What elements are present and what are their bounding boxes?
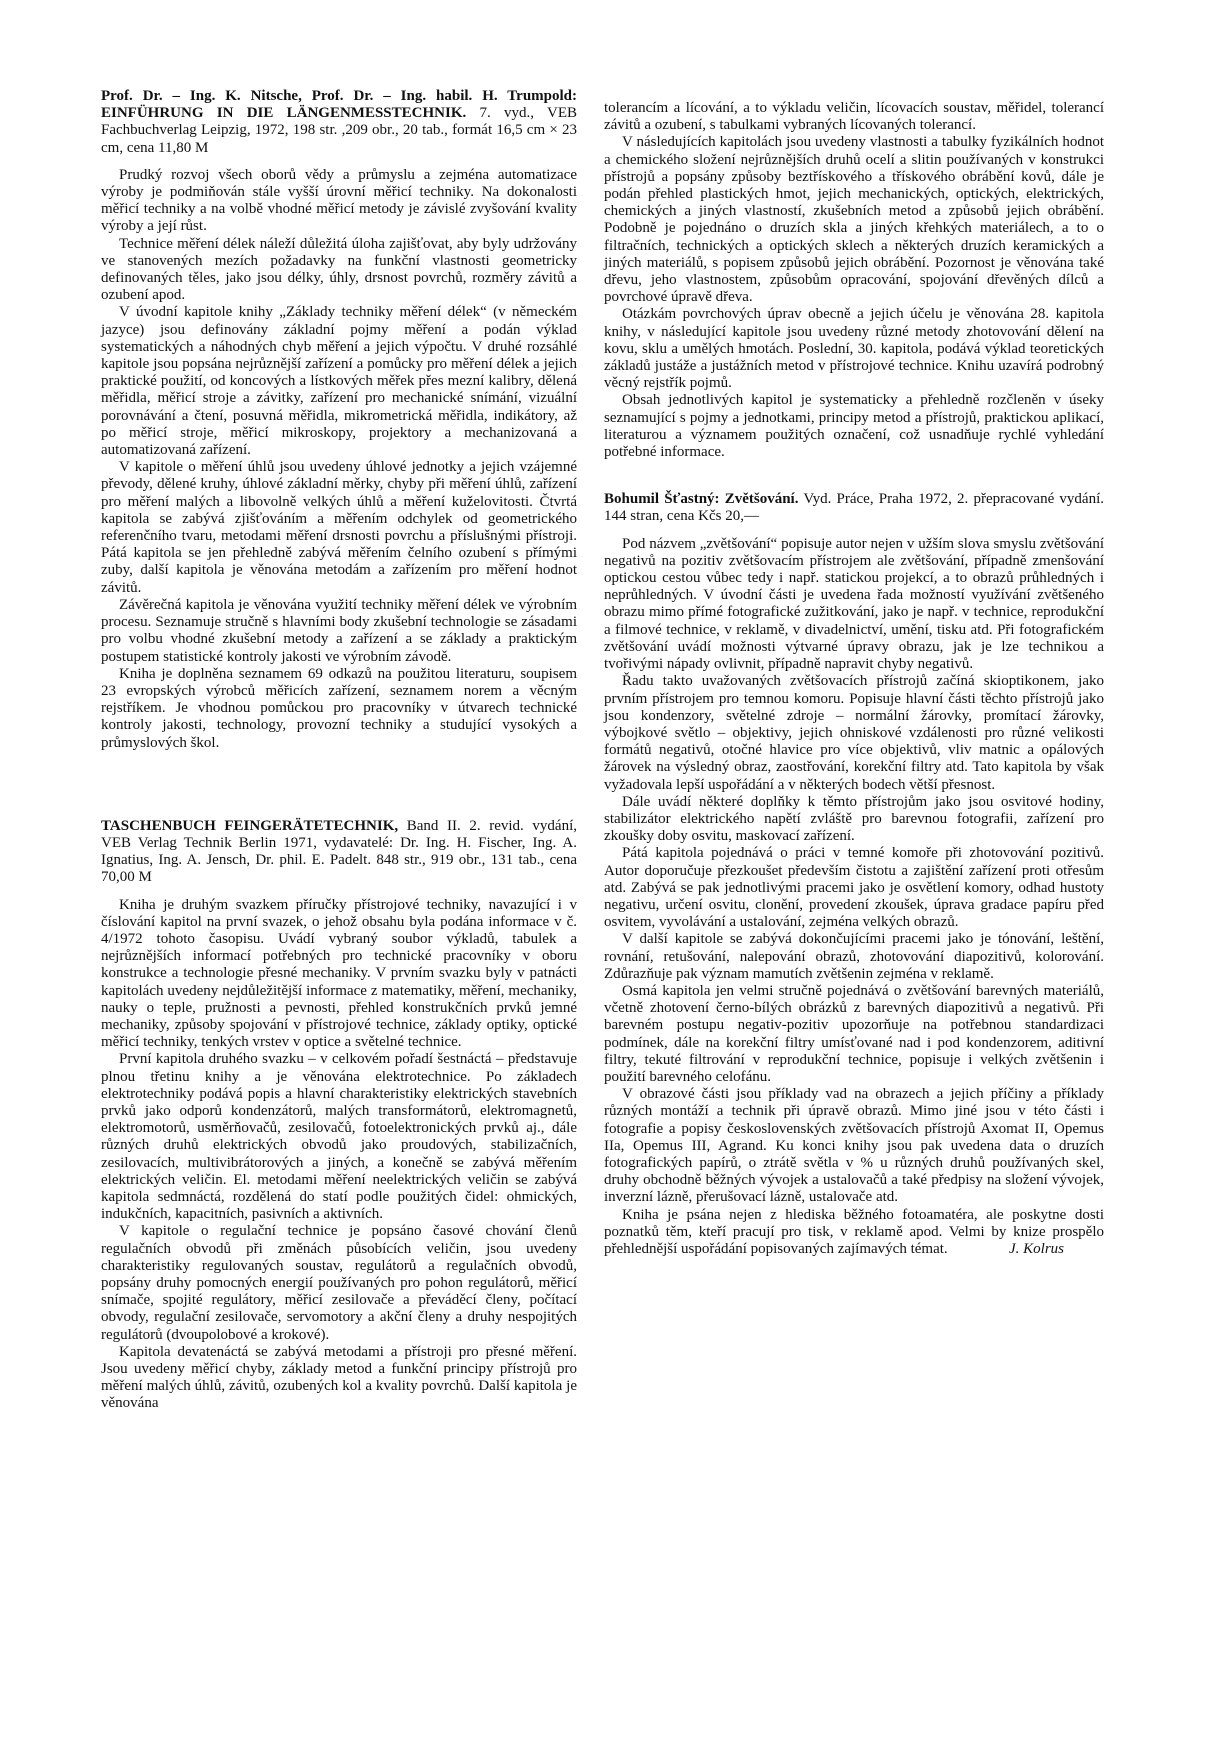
review-paragraph: Prudký rozvoj všech oborů vědy a průmyslu a zejména automatizace výroby je podmiňován stále vyšší úrovní měřicí techniky. Na dokonalosti měřicí techniky a na volbě vhodné měřicí metody je závislé zvyšování kvality výroby a její růst.: [101, 166, 577, 235]
review-paragraph: Pod názvem „zvětšování“ popisuje autor nejen v užším slova smyslu zvětšování negativů na pozitiv zvětšovacím přístrojem ale zvětšování, případně zmenšování optickou cestou vůbec tedy i např. statickou projekcí, a to obrazů průhledných i neprůhledných. V úvodní části je uvedena řada možností využívání zvětšeného obrazu mimo přímé fotografické zužitkování, jako je např. v technice, reprodukční a filmové technice, v reklamě, v divadelnictví, umění, tisku atd. Při fotografickém zvětšování uvádí možnosti výtvarné úpravy obrazu, jak je lze technikou a tvořivými nápady ovlivnit, případně napravit chyby negativů.: [604, 535, 1104, 673]
review-paragraph: V kapitole o měření úhlů jsou uvedeny úhlové jednotky a jejich vzájemné převody, dělené kruhy, úhlové základní měrky, chyby při měření úhlů, zařízení pro měření malých a libovolně velkých úhlů a měření kuželovitosti. Čtvrtá kapitola se zabývá zjišťováním a měřením odchylek od geometrického referenčního tvaru, metodami měření drsnosti povrchu a příslušnými přístroji. Pátá kapitola se jen přehledně zabývá měřením čelního ozubení s přímými zuby, další kapitola je věnována metodám a zařízením pro měření hodnot závitů.: [101, 459, 577, 596]
review-paragraph: Osmá kapitola jen velmi stručně pojednává o zvětšování barevných materiálů, včetně zhotovení černo-bílých obrázků z barevných diapozitivů a negativů. Při barevném postupu negativ-pozitiv upozorňuje na potřebnou standardizaci podmínek, dále na korekční filtry umísťované nad i pod kondenzorem, aditivní filtry, tekuté filtrování v reprodukční technice, popisuje i velkých zvětšenin i použití barevného celofánu.: [604, 982, 1104, 1085]
review-title: Prof. Dr. – Ing. K. Nitsche, Prof. Dr. – Ing. habil. H. Trumpold: EINFÜHRUNG IN DIE LÄNGENMESSTECHNIK.: [101, 88, 577, 122]
review-paragraph: První kapitola druhého svazku – v celkovém pořadí šestnáctá – představuje plnou třetinu knihy a je věnována elektrotechnice. Po základech elektrotechniky podává popis a hlavní charakteristiky elektrických stavebních prvků jako odporů kondenzátorů, malých transformátorů, elektromagnetů, elektromotorů, usměrňovačů, zesilovačů, fotoelektronických prvků aj., dále různých druhů elektrických obvodů jako proudových, stabilizačních, zesilovacích, multivibrátorových a jiných, a konečně se zabývá měřením elektrických veličin. El. metodami měření neelektrických veličin se zabývá kapitola sedmnáctá, rozdělená do statí podle použitých čidel: ohmických, indukčních, kapacitních, pasivních a aktivních.: [101, 1051, 577, 1223]
review-closing-text: Kniha je psána nejen z hlediska běžného fotoamatéra, ale poskytne dosti poznatků těm, kteří pracují pro tisk, v reklamě apod. Velmi by knize prospělo přehlednější uspořádání popisovaných zajímavých témat.: [604, 1206, 1104, 1257]
review-paragraph: Technice měření délek náleží důležitá úloha zajišťovat, aby byly udržovány ve stanovených mezích požadavky na funkční vlastnosti geometricky definovaných těles, jako jsou délky, úhly, drsnost povrchů, rozměry závitů a ozubení apod.: [101, 235, 577, 304]
review-taschenbuch-continued: [604, 100, 1104, 461]
review-publication-info: Band II. 2. revid. vydání, VEB Verlag Technik Berlin 1971, vydavatelé: Dr. Ing. H. Fischer, Ing. A. Ignatius, Ing. A. Jensch, Dr. phil. E. Padelt. 848 str., 919 obr., 131 tab., cena 70,00 M: [101, 817, 577, 886]
review-paragraph: Kniha je doplněna seznamem 69 odkazů na použitou literaturu, soupisem 23 evropských výrobců měřicích zařízení, seznamem norem a věcným rejstříkem. Je vhodnou pomůckou pro pracovníky v útvarech technické kontroly jakosti, technology, provozní techniky a studující vysokých a průmyslových škol.: [101, 665, 577, 751]
review-paragraph: V kapitole o regulační technice je popsáno časové chování členů regulačních obvodů při změnách působících veličin, jsou uvedeny charakteristiky regulovaných soustav, regulátorů a regulačních obvodů, popsány druhy pomocných energií používaných pro pohon regulátorů, měřicí snímače, spojité regulátory, měřicí zesilovače a převáděcí členy, počítací obvody, regulační zesilovače, servomotory a akční členy a druhy nespojitých regulátorů (dvoupolobové a krokové).: [101, 1223, 577, 1343]
review-paragraph: V následujících kapitolách jsou uvedeny vlastnosti a tabulky fyzikálních hodnot a chemického složení nejrůznějších druhů ocelí a slitin používaných v konstrukci přístrojů a popsány způsoby beztřískového a třískového obrábění kovů, dále je podán přehled plastických hmot, jejich mechanických, optických, elektrických, chemických a jiných vlastností, zkušebních metod a způsobů jejich obrábění. Podobně je pojednáno o druzích skla a jiných křehkých materiálech, a to o filtračních, technických a optických sklech a některých druzích keramických a jiných materiálů, s popisem způsobů jejich obrábění. Pozornost je věnována také dřevu, jeho vlastnostem, způsobům opracování, spojování dřevěných dílců a povrchové úpravě dřeva.: [604, 134, 1104, 306]
review-paragraph: Obsah jednotlivých kapitol je systematicky a přehledně rozčleněn v úseky seznamující s pojmy a jednotkami, principy metod a přístrojů, praktickou aplikací, literaturou a významem použitých označení, což usnadňuje rychlé vyhledání potřebné informace.: [604, 392, 1104, 461]
review-heading: [101, 818, 577, 887]
review-paragraph: V úvodní kapitole knihy „Základy techniky měření délek“ (v německém jazyce) jsou definovány základní pojmy měření a podán výklad systematických a náhodných chyb měření a jejich výpočtu. V druhé rozsáhlé kapitole jsou popsána nejrůznější zařízení a pomůcky pro měření délek a jejich praktické použití, od koncových a lístkových měřek přes mezní kalibry, dělená měřidla, měřicí stroje a závitky, zařízení pro mechanické snímání, vizuální porovnávání a čtení, posuvná měřidla, mikrometrická měřidla, indikátory, až po měřicí stroje, měřicí mikroskopy, projektory a mechanizovaná a automatizovaná zařízení.: [101, 304, 577, 459]
review-heading: [604, 491, 1104, 525]
review-paragraph: Pátá kapitola pojednává o práci v temné komoře při zhotovování pozitivů. Autor doporučuje přezkoušet především čistotu a zajištění zařízení proti otřesům atd. Zabývá se pak jednotlivými pracemi jako je osvětlení komory, odhad hustoty negativu, určení osvitu, clonění, provedení zkoušek, úprava gradace papíru před osvitem, vyvolávání a ustalování, zejména velkých obrazů.: [604, 845, 1104, 931]
review-closing-paragraph: [604, 1207, 1104, 1259]
review-paragraph: tolerancím a lícování, a to výkladu veličin, lícovacích soustav, měřidel, tolerancí závitů a ozubení, s tabulkami vybraných lícovaných tolerancí.: [604, 100, 1104, 134]
review-taschenbuch: [101, 818, 577, 1413]
left-column: [101, 88, 577, 1413]
right-column: [604, 100, 1104, 1258]
reviewer-signature: J. Kolrus: [1008, 1241, 1064, 1257]
review-nitsche: [101, 88, 577, 752]
review-paragraph: Závěrečná kapitola je věnována využití techniky měření délek ve výrobním procesu. Seznamuje stručně s hlavními body zkušební technologie se zásadami pro volbu vhodné zkušební metody a zařízení a se základy a praktickým postupem statistické kontroly jakosti ve výrobním závodě.: [101, 596, 577, 665]
review-paragraph: Řadu takto uvažovaných zvětšovacích přístrojů začíná skioptikonem, jako prvním přístrojem pro temnou komoru. Popisuje hlavní části těchto přístrojů jako jsou kondenzory, světelné zdroje – normální žárovky, promítací žárovky, výbojkové světlo – objektivy, jejich ohniskové vzdálenosti pro různé velikosti formátů negativů, otočné hlavice pro více objektivů, vliv matnic a opálových žárovek na výsledný obraz, zaostřování, korekční filtry atd. Tato kapitola by však vyžadovala lepší uspořádání a v některých bodech větší přesnost.: [604, 673, 1104, 793]
review-paragraph: V další kapitole se zabývá dokončujícími pracemi jako je tónování, leštění, rovnání, retušování, nalepování obrazů, zhotovování diapozitivů, kolorování. Zdůrazňuje pak význam mamutích zvětšenin zejména v reklamě.: [604, 931, 1104, 982]
review-zvetsovani: [604, 491, 1104, 1258]
review-paragraph: Otázkám povrchových úprav obecně a jejich účelu je věnována 28. kapitola knihy, v následující kapitole jsou uvedeny různé metody zhotovování dělení na kovu, sklu a umělých hmotách. Poslední, 30. kapitola, podává výklad teoretických základů justáže a justážních metod v přístrojové technice. Knihu uzavírá podrobný věcný rejstřík pojmů.: [604, 306, 1104, 392]
review-heading: [101, 88, 577, 157]
review-paragraph: Dále uvádí některé doplňky k těmto přístrojům jako jsou osvitové hodiny, stabilizátor elektrického napětí zvláště pro barevnou fotografii, zařízení pro zkoušky doby osvitu, maskovací zařízení.: [604, 793, 1104, 845]
review-paragraph: V obrazové části jsou příklady vad na obrazech a jejich příčiny a příklady různých montáží a technik při úpravě obrazů. Mimo jiné jsou v této části i fotografie a popisy československých zvětšovacích přístrojů Axomat II, Opemus IIa, Opemus III, Agrand. Ku konci knihy jsou pak uvedena data o druzích fotografických papírů, o ztrátě světla v % u různých druhů používaných skel, druhy obchodně běžných vývojek a ustalovačů a také předpisy na složení vývojek, inverzní lázně, přerušovací lázně, ustalovače atd.: [604, 1086, 1104, 1206]
review-title: Bohumil Šťastný: Zvětšování.: [604, 491, 799, 508]
review-publication-info: 7. vyd., VEB Fachbuchverlag Leipzig, 1972, 198 str. ,209 obr., 20 tab., formát 16,5 cm × 23 cm, cena 11,80 M: [101, 105, 578, 156]
review-paragraph: Kapitola devatenáctá se zabývá metodami a přístroji pro přesné měření. Jsou uvedeny měřicí chyby, základy metod a funkční principy přístrojů pro měření malých úhlů, závitů, ozubených kol a kvality povrchů. Další kapitola je věnována: [101, 1343, 577, 1412]
review-title: TASCHENBUCH FEINGERÄTETECHNIK,: [101, 817, 399, 834]
review-paragraph: Kniha je druhým svazkem příručky přístrojové techniky, navazující i v číslování kapitol na první svazek, o jehož obsahu byla podána informace v č. 4/1972 tohoto časopisu. Uvádí vybraný soubor výkladů, tabulek a nejrůznějších informací potřebných pro technické pracovníky v oboru konstrukce a technologie přesné mechaniky. V prvním svazku byly v patnácti kapitolách uvedeny nejdůležitější informace z matematiky, měření, mechaniky, nauky o teple, pružnosti a pevnosti, přehled konstrukčních prvků jemné mechaniky, způsoby spojování v přístrojové technice, základy optiky, optické měřicí techniky, tenkých vrstev v optice a světelné technice.: [101, 896, 577, 1051]
review-publication-info: Vyd. Práce, Praha 1972, 2. přepracované vydání. 144 stran, cena Kčs 20,—: [604, 491, 1105, 525]
